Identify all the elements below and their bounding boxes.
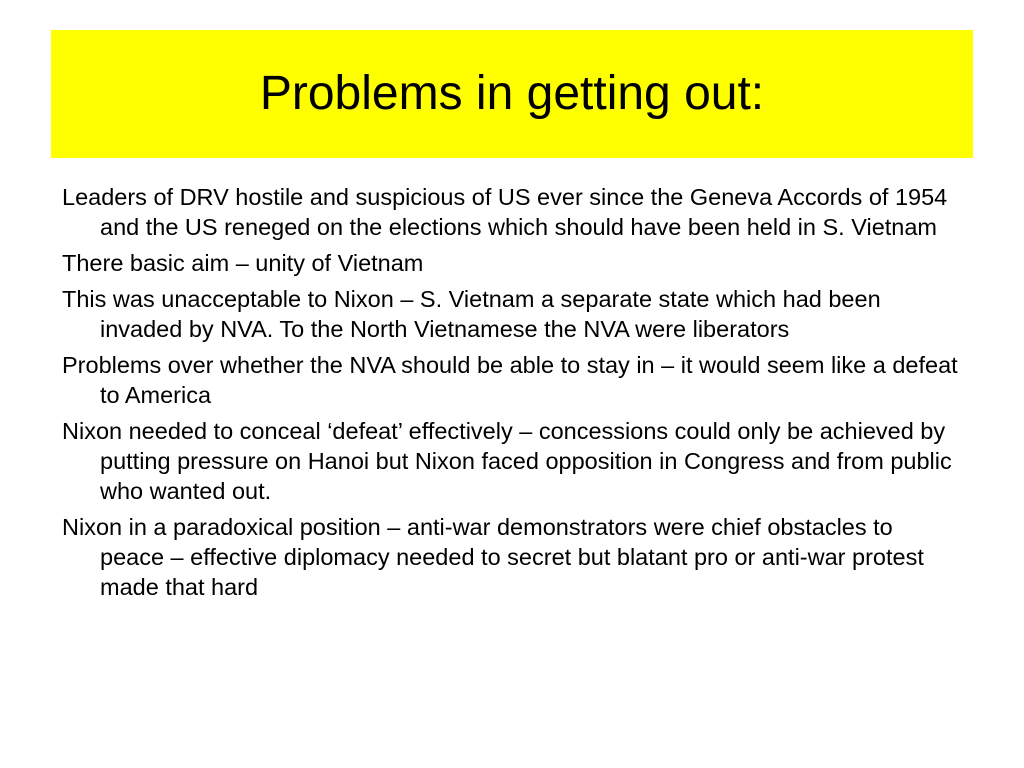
bullet-item: There basic aim – unity of Vietnam (62, 250, 424, 276)
bullet-item: Leaders of DRV hostile and suspicious of US ever since the Geneva Accords of 1954 and the US reneged on the elections which should have been held in S. Vietnam (62, 184, 948, 240)
bullet-list (62, 182, 962, 608)
bullet-item: This was unacceptable to Nixon – S. Vietnam a separate state which had been invaded by NVA. To the North Vietnamese the NVA were liberators (62, 286, 881, 342)
bullet-item: Problems over whether the NVA should be able to stay in – it would seem like a defeat to America (62, 352, 958, 408)
bullet-item: Nixon needed to conceal ‘defeat’ effectively – concessions could only be achieved by putting pressure on Hanoi but Nixon faced opposition in Congress and from public who wanted out. (62, 418, 952, 504)
title-banner (51, 30, 973, 158)
bullet-item: Nixon in a paradoxical position – anti-war demonstrators were chief obstacles to peace – effective diplomacy needed to secret but blatant pro or anti-war protest made that hard (62, 514, 924, 600)
slide-title: Problems in getting out: (259, 67, 765, 120)
